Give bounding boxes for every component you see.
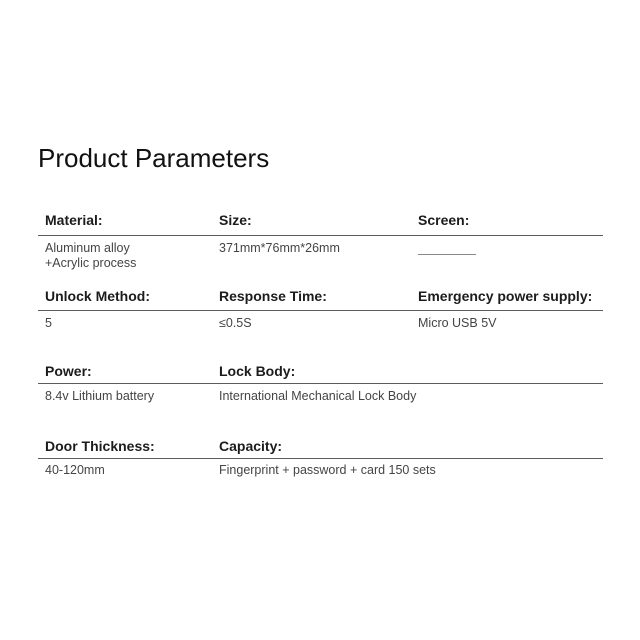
power-value: 8.4v Lithium battery [45, 389, 155, 403]
emergency-power-label: Emergency power supply: [418, 288, 593, 304]
lock-body-value: International Mechanical Lock Body [219, 389, 417, 403]
row-divider [38, 235, 603, 236]
material-label: Material: [45, 212, 103, 228]
material-value [45, 241, 136, 271]
row-divider [38, 458, 603, 459]
response-time-label: Response Time: [219, 288, 327, 304]
capacity-label: Capacity: [219, 438, 283, 454]
row-divider [38, 383, 603, 384]
material-value-line: Aluminum alloy [45, 241, 130, 255]
door-thickness-value: 40-120mm [45, 463, 105, 477]
capacity-value: Fingerprint + password + card 150 sets [219, 463, 436, 477]
size-label: Size: [219, 212, 252, 228]
unlock-method-value: 5 [45, 316, 52, 330]
unlock-method-label: Unlock Method: [45, 288, 150, 304]
row-divider [38, 310, 603, 311]
response-time-value: ≤0.5S [219, 316, 252, 330]
door-thickness-label: Door Thickness: [45, 438, 155, 454]
lock-body-label: Lock Body: [219, 363, 296, 379]
page-title: Product Parameters [38, 143, 270, 173]
screen-value-placeholder-line [418, 254, 476, 255]
emergency-power-value: Micro USB 5V [418, 316, 497, 330]
power-label: Power: [45, 363, 92, 379]
screen-label: Screen: [418, 212, 470, 228]
size-value: 371mm*76mm*26mm [219, 241, 340, 255]
material-value-line: +Acrylic process [45, 256, 137, 270]
